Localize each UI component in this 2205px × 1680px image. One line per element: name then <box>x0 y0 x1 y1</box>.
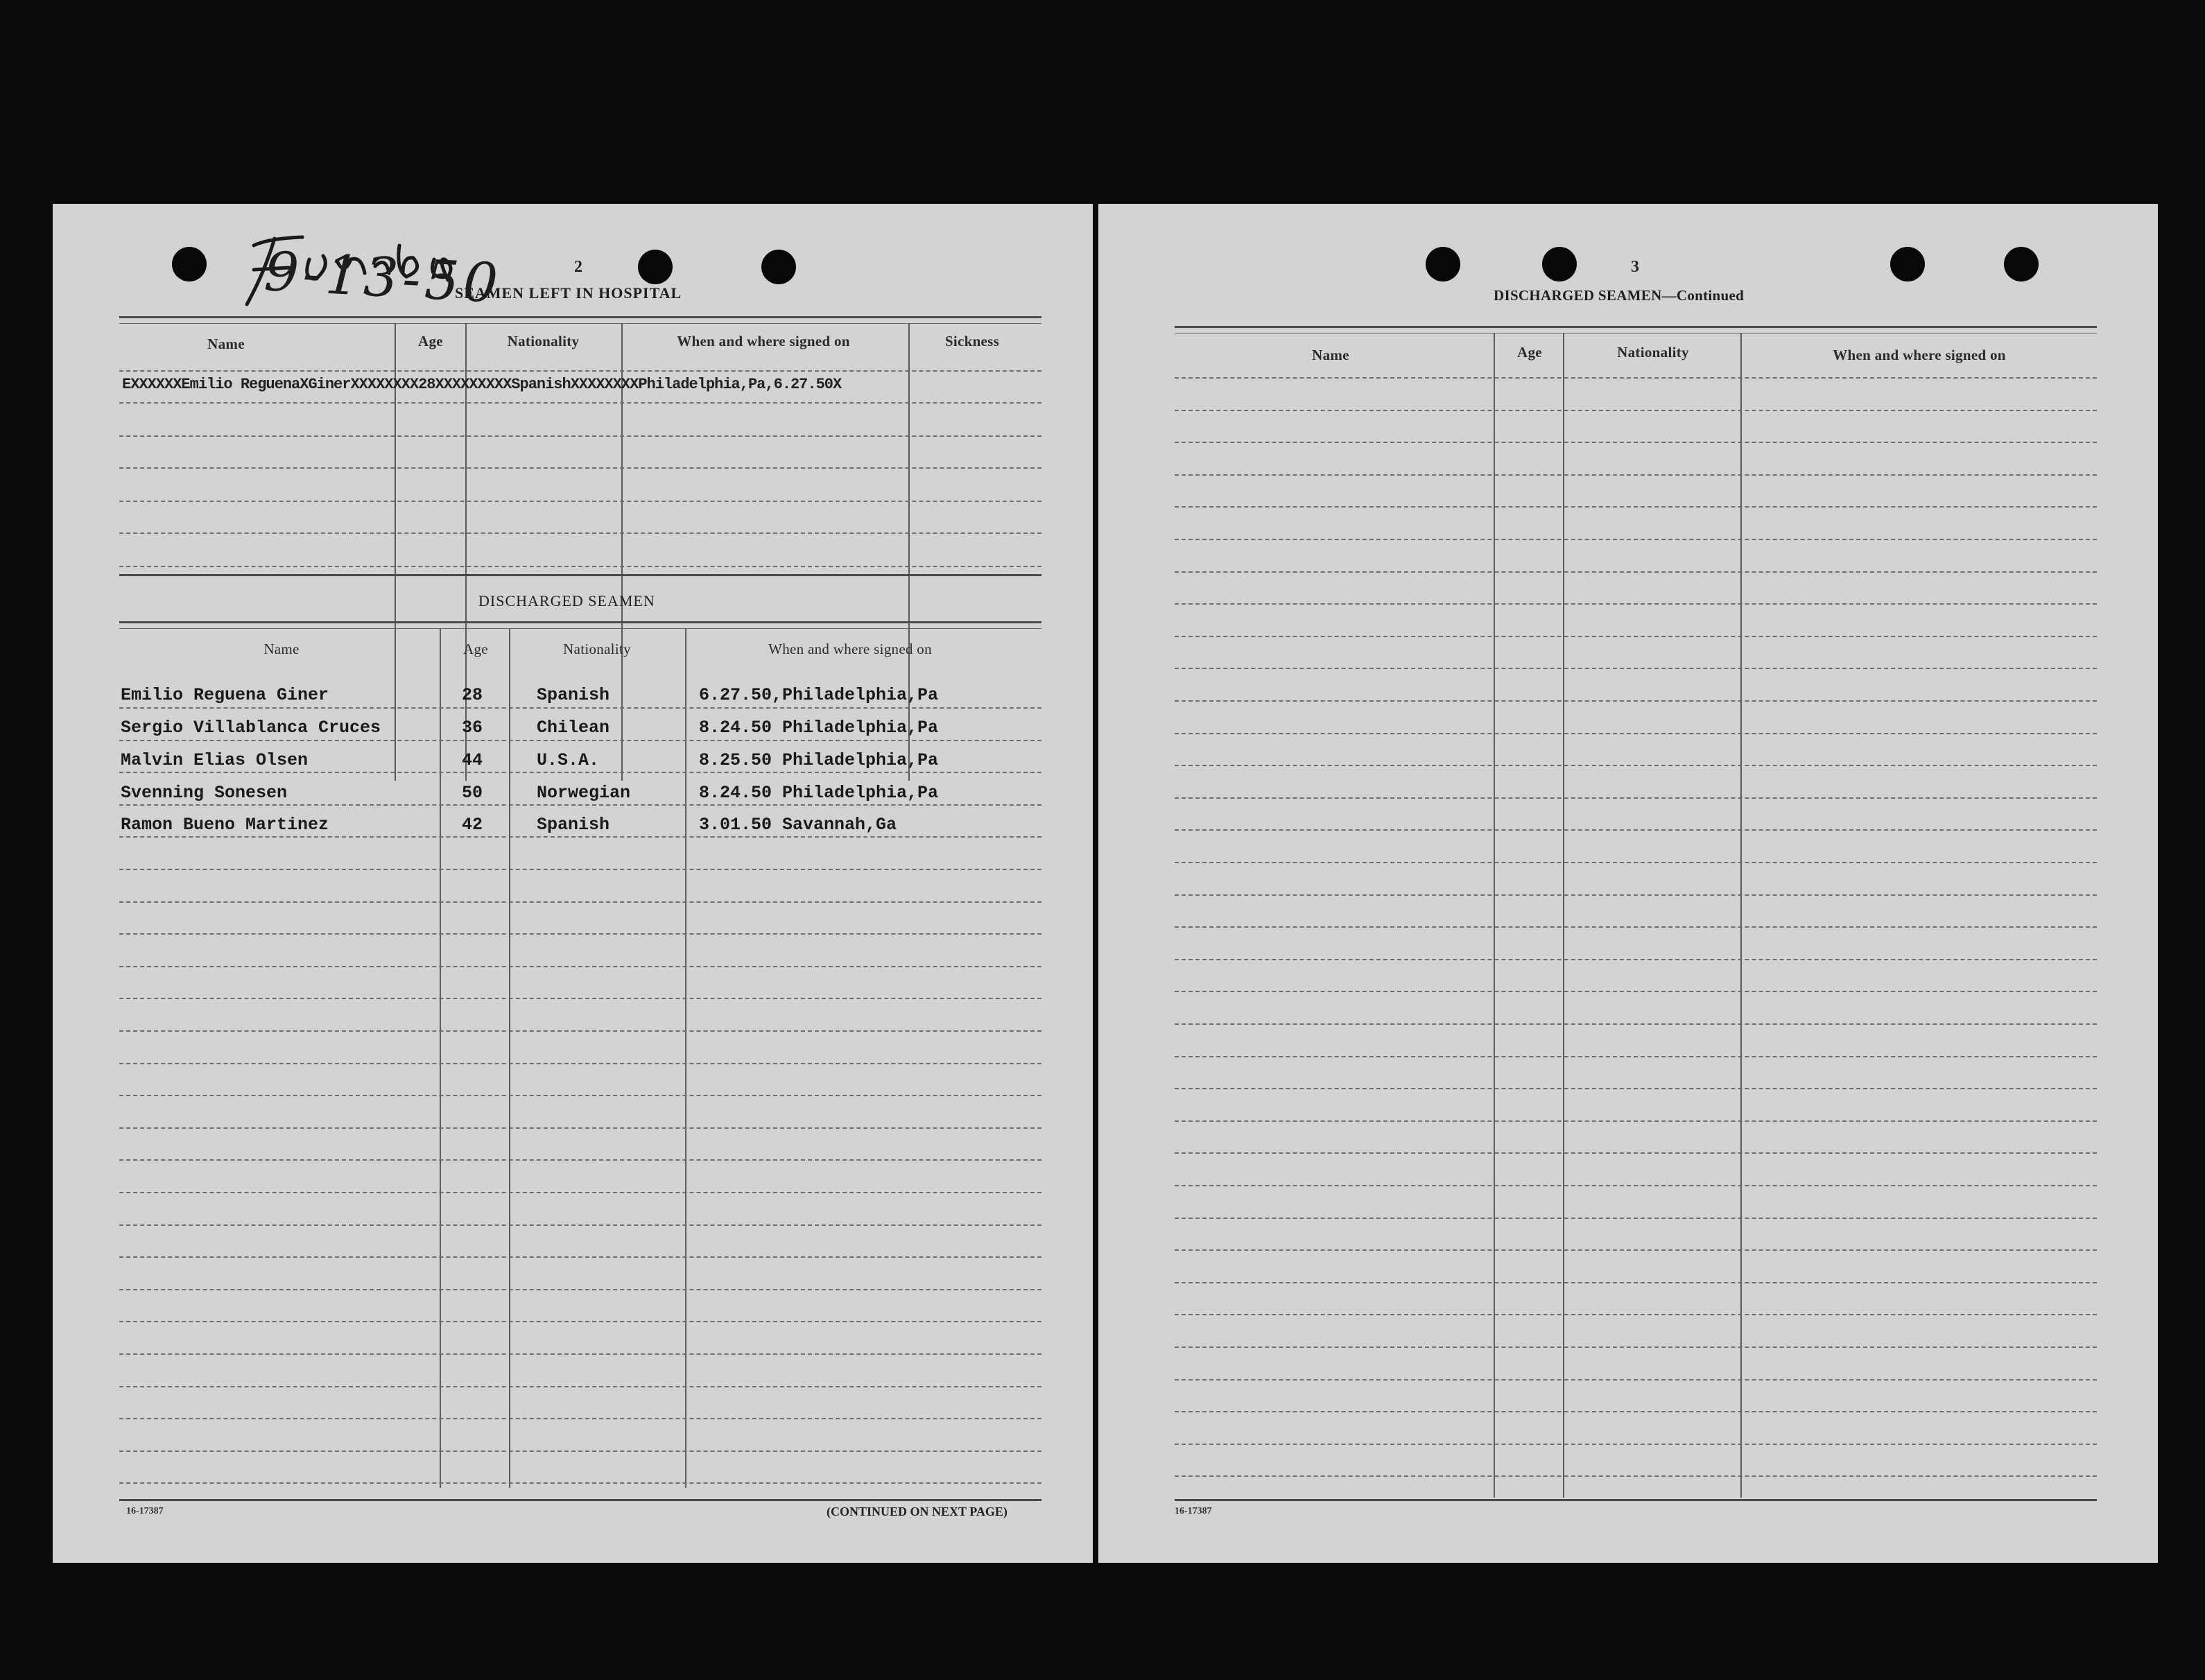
form-number: 16-17387 <box>1175 1506 1212 1516</box>
continued-note: (CONTINUED ON NEXT PAGE) <box>827 1505 1008 1518</box>
seaman-signed: 8.24.50 Philadelphia,Pa <box>699 718 939 738</box>
struck-entry: EXXXXXXEmilio ReguenaXGinerXXXXXXXX28XXXXXXXXXSpanishXXXXXXXXPhiladelphia,Pa,6.27.50X <box>122 376 842 393</box>
seaman-signed: 8.25.50 Philadelphia,Pa <box>699 750 939 770</box>
row-rule <box>1175 603 2097 605</box>
seaman-name: Svenning Sonesen <box>121 783 288 803</box>
row-rule <box>119 467 1041 469</box>
col-header-nationality: Nationality <box>563 641 631 657</box>
col-header-age: Age <box>1517 344 1542 361</box>
row-rule <box>1175 474 2097 476</box>
seaman-age: 28 <box>462 685 483 705</box>
seaman-name: Ramon Bueno Martinez <box>121 815 329 835</box>
col-header-name: Name <box>207 336 245 352</box>
hospital-title: SEAMEN LEFT IN HOSPITAL <box>455 284 682 302</box>
col-header-signed: When and where signed on <box>768 641 932 657</box>
row-rule <box>119 1450 1041 1452</box>
row-rule <box>119 1095 1041 1096</box>
row-rule <box>1175 442 2097 443</box>
seaman-signed: 3.01.50 Savannah,Ga <box>699 815 897 835</box>
row-rule <box>1175 571 2097 573</box>
row-rule <box>1175 700 2097 702</box>
row-rule <box>1175 668 2097 669</box>
row-rule <box>119 1030 1041 1032</box>
row-rule <box>1175 1346 2097 1348</box>
row-rule <box>119 1418 1041 1419</box>
rule <box>1175 1499 2097 1501</box>
punch-hole <box>2004 247 2039 282</box>
col-header-signed: When and where signed on <box>677 333 850 349</box>
row-rule <box>1175 1185 2097 1186</box>
row-rule <box>119 740 1041 741</box>
row-rule <box>119 370 1041 372</box>
seaman-signed: 6.27.50,Philadelphia,Pa <box>699 685 939 705</box>
row-rule <box>119 804 1041 806</box>
seaman-nationality: U.S.A. <box>537 750 600 770</box>
row-rule <box>1175 894 2097 896</box>
handwritten-date: 9-13-50 <box>262 241 503 315</box>
row-rule <box>119 566 1041 567</box>
row-rule <box>1175 377 2097 379</box>
row-rule <box>119 869 1041 870</box>
row-rule <box>119 1386 1041 1387</box>
row-rule <box>1175 1056 2097 1057</box>
row-rule <box>1175 1023 2097 1025</box>
row-rule <box>119 435 1041 437</box>
seaman-nationality: Chilean <box>537 718 610 738</box>
row-rule <box>119 532 1041 534</box>
punch-hole <box>1426 247 1460 282</box>
rule <box>1175 326 2097 328</box>
col-header-signed: When and where signed on <box>1833 347 2006 363</box>
seaman-name: Sergio Villablanca Cruces <box>121 718 381 738</box>
row-rule <box>1175 1411 2097 1412</box>
col-divider <box>908 323 910 781</box>
col-header-name: Name <box>263 641 300 657</box>
punch-hole <box>638 250 673 284</box>
row-rule <box>1175 797 2097 799</box>
row-rule <box>119 1321 1041 1322</box>
col-divider <box>440 628 441 1488</box>
row-rule <box>119 1127 1041 1129</box>
row-rule <box>1175 765 2097 766</box>
seaman-age: 36 <box>462 718 483 738</box>
page-number: 2 <box>574 258 582 276</box>
rule <box>119 1499 1041 1501</box>
left-page <box>53 204 1093 1563</box>
row-rule <box>119 1159 1041 1161</box>
seaman-nationality: Spanish <box>537 685 610 705</box>
row-rule <box>119 501 1041 502</box>
row-rule <box>1175 1444 2097 1445</box>
row-rule <box>119 933 1041 935</box>
row-rule <box>119 1224 1041 1226</box>
punch-hole <box>1542 247 1577 282</box>
row-rule <box>1175 959 2097 960</box>
row-rule <box>119 1256 1041 1258</box>
rule <box>119 621 1041 623</box>
row-rule <box>119 1289 1041 1290</box>
row-rule <box>1175 1249 2097 1251</box>
form-number: 16-17387 <box>126 1506 164 1516</box>
row-rule <box>119 772 1041 773</box>
row-rule <box>119 966 1041 967</box>
col-divider <box>685 628 686 1488</box>
row-rule <box>1175 862 2097 863</box>
col-header-name: Name <box>1312 347 1349 363</box>
row-rule <box>1175 1218 2097 1219</box>
col-divider <box>1563 333 1564 1498</box>
col-divider <box>509 628 510 1488</box>
row-rule <box>1175 1379 2097 1380</box>
punch-hole <box>761 250 796 284</box>
col-header-age: Age <box>463 641 488 657</box>
row-rule <box>1175 636 2097 637</box>
row-rule <box>119 836 1041 838</box>
page-number: 3 <box>1631 258 1639 276</box>
seaman-age: 42 <box>462 815 483 835</box>
row-rule <box>119 901 1041 903</box>
row-rule <box>119 707 1041 709</box>
row-rule <box>119 1192 1041 1193</box>
discharged-title: DISCHARGED SEAMEN <box>478 592 655 609</box>
seaman-signed: 8.24.50 Philadelphia,Pa <box>699 783 939 803</box>
row-rule <box>1175 1152 2097 1154</box>
row-rule <box>1175 410 2097 411</box>
rule <box>119 316 1041 318</box>
col-header-age: Age <box>418 333 443 349</box>
col-header-sickness: Sickness <box>944 333 1000 349</box>
discharged-continued-title: DISCHARGED SEAMEN—Continued <box>1494 287 1745 304</box>
seaman-age: 44 <box>462 750 483 770</box>
seaman-name: Emilio Reguena Giner <box>121 685 329 705</box>
col-header-nationality: Nationality <box>1617 344 1689 361</box>
row-rule <box>119 402 1041 404</box>
row-rule <box>1175 829 2097 831</box>
right-page <box>1098 204 2158 1563</box>
row-rule <box>1175 1088 2097 1089</box>
rule <box>119 574 1041 576</box>
punch-hole <box>172 247 207 282</box>
row-rule <box>1175 733 2097 734</box>
rule <box>119 323 1041 324</box>
rule <box>119 628 1041 629</box>
row-rule <box>1175 1314 2097 1315</box>
row-rule <box>1175 1282 2097 1283</box>
row-rule <box>1175 926 2097 928</box>
row-rule <box>119 1063 1041 1064</box>
seaman-name: Malvin Elias Olsen <box>121 750 309 770</box>
row-rule <box>1175 1120 2097 1122</box>
col-divider <box>1740 333 1742 1498</box>
rule <box>1175 333 2097 334</box>
punch-hole <box>1890 247 1925 282</box>
row-rule <box>1175 1475 2097 1477</box>
row-rule <box>119 1482 1041 1484</box>
row-rule <box>1175 991 2097 992</box>
row-rule <box>1175 506 2097 508</box>
seaman-nationality: Spanish <box>537 815 610 835</box>
seaman-age: 50 <box>462 783 483 803</box>
col-divider <box>1494 333 1495 1498</box>
col-header-nationality: Nationality <box>507 333 580 349</box>
row-rule <box>119 1353 1041 1355</box>
seaman-nationality: Norwegian <box>537 783 631 803</box>
row-rule <box>1175 539 2097 540</box>
row-rule <box>119 998 1041 999</box>
